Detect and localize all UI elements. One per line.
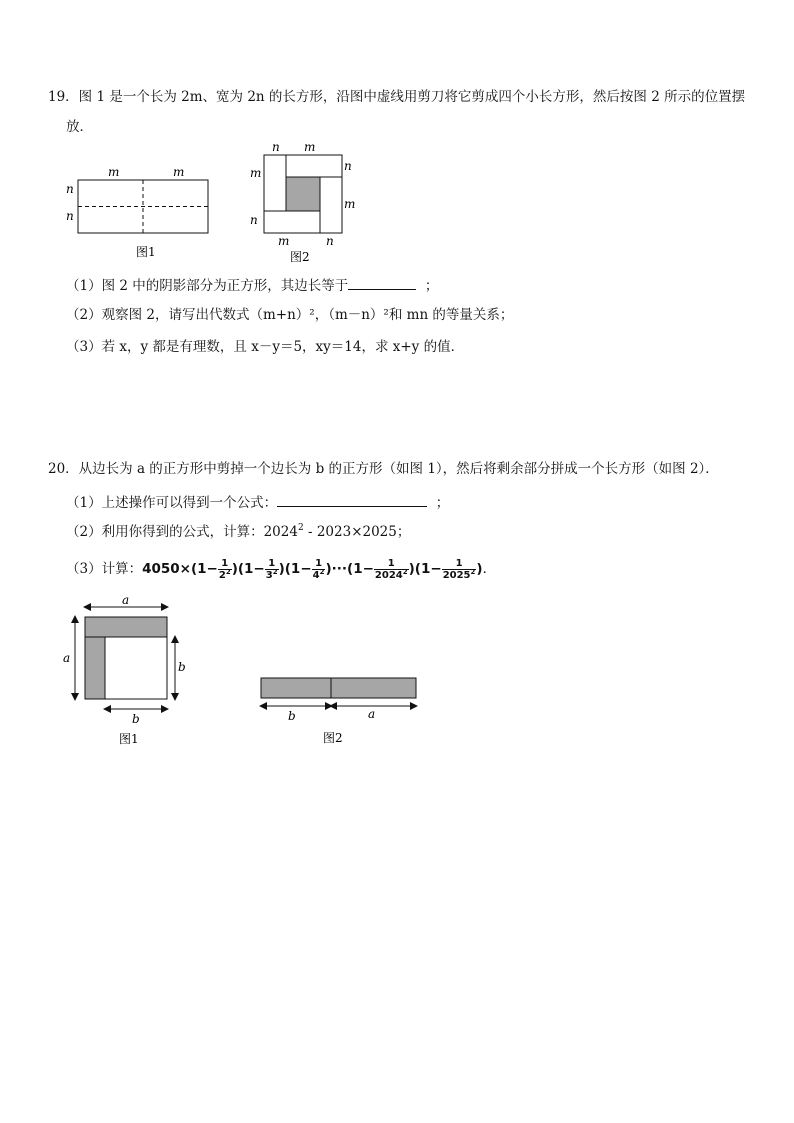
q19-fig2-left-m: m: [250, 166, 262, 180]
q19-part1-answer-blank[interactable]: [348, 275, 416, 290]
q20-line1: 20．从边长为 a 的正方形中剪掉一个边长为 b 的正方形（如图 1），然后将剩余部分拼成一个长方形（如图 2）．: [48, 461, 719, 477]
q19-fig2-caption: 图2: [290, 250, 310, 264]
q19-fig2-right-n: n: [344, 159, 352, 173]
q19-fig2-bottom-n: n: [326, 234, 334, 248]
q20-fig1-bottom-b: b: [132, 712, 140, 726]
q20-frac-3: $\frac{1}{3^2}$: [265, 558, 278, 581]
q19-fig1-side-bottom-label: n: [66, 209, 74, 223]
q20-fig1-caption: 图1: [119, 732, 139, 746]
q20-part1: （1）上述操作可以得到一个公式： ；: [66, 492, 449, 512]
q19-part3: （3）若 x，y 都是有理数，且 x－y＝5，xy＝14，求 x+y 的值．: [66, 339, 465, 355]
q20-frac-2025: $\frac{1}{2025^2}$: [442, 558, 476, 581]
q19-fig2-top-n: n: [272, 140, 280, 154]
q20-fig2-right-a: a: [368, 707, 376, 721]
q20-fig2-left-b: b: [288, 709, 296, 723]
q19-fig1-caption: 图1: [136, 245, 156, 259]
q20-frac-2024: $\frac{1}{2024^2}$: [374, 558, 408, 581]
q19-part1: （1）图 2 中的阴影部分为正方形，其边长等于 ；: [66, 275, 438, 295]
q19-fig1-side-top-label: n: [66, 182, 74, 196]
q20-fig1-left-a: a: [63, 651, 71, 665]
q20-fig1-top-a: a: [122, 593, 130, 607]
q19-fig2-top-m: m: [304, 140, 316, 154]
q20-part2: （2）利用你得到的公式，计算：2024$^2$ - 2023×2025；: [66, 523, 411, 540]
q19-fig2-right-m: m: [344, 197, 356, 211]
q19-fig2-left-n: n: [250, 213, 258, 227]
q20-figure1: [55, 592, 195, 752]
q19-part2: （2）观察图 2，请写出代数式（m+n）²，（m－n）²和 mn 的等量关系；: [66, 307, 514, 323]
q19-fig1-top-right-label: m: [173, 165, 185, 179]
q20-fig2-caption: 图2: [323, 731, 343, 745]
q19-fig2-bottom-m: m: [278, 234, 290, 248]
q20-fig1-right-b: b: [178, 660, 186, 674]
q19-line2: 放．: [66, 119, 93, 135]
q19-fig1-top-left-label: m: [108, 165, 120, 179]
q20-part3: （3）计算：4050×(1− $\frac{1}{2^2}$ )(1− $\frac{1}{3^2}$ )(1− $\frac{1}{4^2}$ )···(1− $\frac{1}{2024^2}$ )(1− $\frac{1}{2025^2}$ )．: [66, 558, 497, 581]
q20-frac-4: $\frac{1}{4^2}$: [312, 558, 325, 581]
q20-frac-2: $\frac{1}{2^2}$: [218, 558, 231, 581]
q20-figure2: [250, 670, 430, 750]
q19-figure2: [240, 140, 360, 265]
q19-line1: 19．图 1 是一个长为 2m、宽为 2n 的长方形，沿图中虚线用剪刀将它剪成四个小长方形，然后按图 2 所示的位置摆: [48, 89, 746, 105]
q19-figure1: [60, 160, 220, 270]
q20-part1-answer-blank[interactable]: [277, 492, 427, 507]
